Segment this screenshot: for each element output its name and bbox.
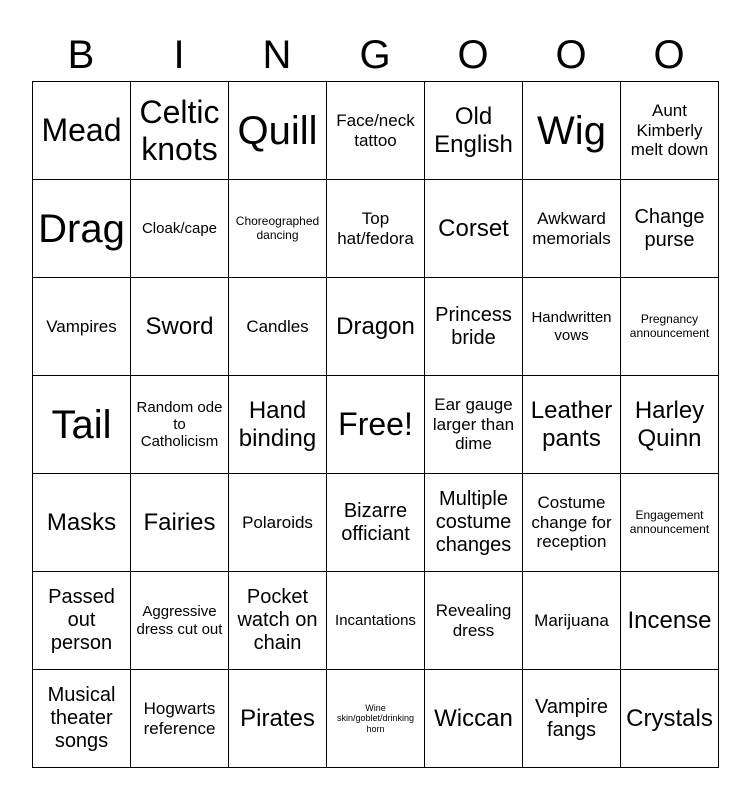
bingo-cell[interactable]	[229, 82, 327, 180]
bingo-cell[interactable]	[327, 572, 425, 670]
bingo-cell[interactable]	[131, 572, 229, 670]
header-letter-g: G	[359, 33, 391, 77]
cell-text: Vampires	[46, 316, 117, 336]
bingo-cell[interactable]	[425, 180, 523, 278]
bingo-cell[interactable]	[425, 376, 523, 474]
bingo-cell[interactable]	[33, 82, 131, 180]
free-space-text: Free!	[338, 406, 413, 443]
cell-text: Musical theater songs	[47, 684, 116, 752]
cell-text: Awkward memorials	[532, 208, 611, 248]
bingo-cell[interactable]	[425, 278, 523, 376]
bingo-cell[interactable]	[229, 278, 327, 376]
header-letter-n: N	[262, 33, 292, 77]
bingo-cell[interactable]	[229, 474, 327, 572]
bingo-cell[interactable]	[327, 670, 425, 768]
bingo-cell[interactable]	[523, 376, 621, 474]
bingo-cell[interactable]	[621, 474, 719, 572]
bingo-cell[interactable]	[523, 670, 621, 768]
bingo-cell[interactable]	[131, 474, 229, 572]
cell-text: Pocket watch on chain	[237, 586, 318, 654]
cell-text: Polaroids	[242, 512, 313, 532]
cell-text: Princess bride	[435, 303, 512, 349]
cell-text: Ear gauge larger than dime	[432, 395, 515, 454]
bingo-cell[interactable]	[33, 474, 131, 572]
bingo-cell[interactable]	[621, 670, 719, 768]
bingo-cell[interactable]	[33, 572, 131, 670]
bingo-cell[interactable]	[33, 278, 131, 376]
cell-text: Dragon	[336, 312, 415, 340]
cell-text: Choreographed dancing	[235, 213, 320, 242]
cell-text: Candles	[246, 316, 309, 336]
cell-text: Vampire fangs	[535, 695, 608, 741]
cell-text: Revealing dress	[435, 600, 512, 640]
bingo-cell[interactable]	[229, 376, 327, 474]
cell-text: Incense	[627, 606, 712, 634]
cell-text: Random ode to Catholicism	[136, 398, 223, 451]
bingo-cell[interactable]	[131, 278, 229, 376]
cell-text: Wiccan	[434, 704, 513, 732]
cell-text: Handwritten vows	[531, 309, 612, 344]
cell-text: Harley Quinn	[634, 396, 705, 452]
cell-text: Quill	[237, 108, 318, 153]
cell-text: Bizarre officiant	[341, 499, 410, 545]
bingo-cell[interactable]	[621, 278, 719, 376]
bingo-grid	[32, 81, 719, 768]
cell-text: Change purse	[634, 205, 705, 251]
bingo-cell[interactable]	[523, 572, 621, 670]
cell-text: Mead	[41, 112, 122, 149]
bingo-cell[interactable]	[523, 82, 621, 180]
cell-text: Aggressive dress cut out	[136, 603, 223, 638]
bingo-cell[interactable]	[33, 376, 131, 474]
bingo-cell[interactable]	[523, 180, 621, 278]
bingo-header	[32, 30, 718, 80]
bingo-cell[interactable]	[229, 180, 327, 278]
cell-text: Leather pants	[530, 396, 613, 452]
cell-text: Top hat/fedora	[337, 208, 414, 248]
header-letter-o-3: O	[653, 33, 685, 77]
bingo-cell[interactable]	[425, 474, 523, 572]
cell-text: Tail	[51, 402, 112, 447]
cell-text: Incantations	[335, 611, 416, 629]
bingo-cell[interactable]	[621, 82, 719, 180]
bingo-cell[interactable]	[621, 572, 719, 670]
cell-text: Multiple costume changes	[435, 488, 512, 556]
bingo-cell[interactable]	[131, 376, 229, 474]
bingo-cell[interactable]	[327, 474, 425, 572]
cell-text: Face/neck tattoo	[336, 110, 415, 150]
cell-text: Drag	[38, 206, 125, 251]
cell-text: Wine skin/goblet/drinking horn	[336, 702, 415, 734]
header-letter-b: B	[67, 33, 95, 77]
cell-text: Hand binding	[238, 396, 317, 452]
cell-text: Celtic knots	[139, 93, 220, 167]
bingo-cell[interactable]	[229, 572, 327, 670]
bingo-cell[interactable]	[327, 82, 425, 180]
cell-text: Sword	[145, 312, 214, 340]
cell-text: Costume change for reception	[531, 493, 612, 552]
bingo-cell[interactable]	[229, 670, 327, 768]
cell-text: Engagement announcement	[629, 507, 710, 536]
cell-text: Marijuana	[534, 610, 609, 630]
cell-text: Masks	[46, 508, 117, 536]
bingo-cell[interactable]	[327, 278, 425, 376]
cell-text: Fairies	[143, 508, 216, 536]
bingo-cell[interactable]	[131, 180, 229, 278]
cell-text: Old English	[434, 102, 513, 158]
cell-text: Wig	[537, 108, 606, 153]
bingo-cell[interactable]	[33, 180, 131, 278]
cell-text: Pirates	[240, 704, 315, 732]
bingo-cell[interactable]	[523, 278, 621, 376]
bingo-cell[interactable]	[131, 82, 229, 180]
header-letter-o-2: O	[555, 33, 587, 77]
bingo-cell[interactable]	[131, 670, 229, 768]
cell-text: Pregnancy announcement	[629, 311, 710, 340]
bingo-cell[interactable]	[621, 376, 719, 474]
bingo-cell[interactable]	[425, 82, 523, 180]
cell-text: Aunt Kimberly melt down	[630, 101, 709, 160]
cell-text: Passed out person	[48, 586, 115, 654]
free-space-cell[interactable]	[327, 376, 425, 474]
header-letter-o-1: O	[457, 33, 489, 77]
cell-text: Cloak/cape	[141, 219, 218, 237]
cell-text: Hogwarts reference	[143, 698, 216, 738]
bingo-cell[interactable]	[425, 572, 523, 670]
cell-text: Crystals	[626, 704, 713, 732]
bingo-cell[interactable]	[425, 670, 523, 768]
bingo-cell[interactable]	[327, 180, 425, 278]
bingo-cell[interactable]	[33, 670, 131, 768]
cell-text: Corset	[438, 214, 509, 242]
header-letter-i: I	[173, 33, 185, 77]
bingo-cell[interactable]	[523, 474, 621, 572]
bingo-cell[interactable]	[621, 180, 719, 278]
